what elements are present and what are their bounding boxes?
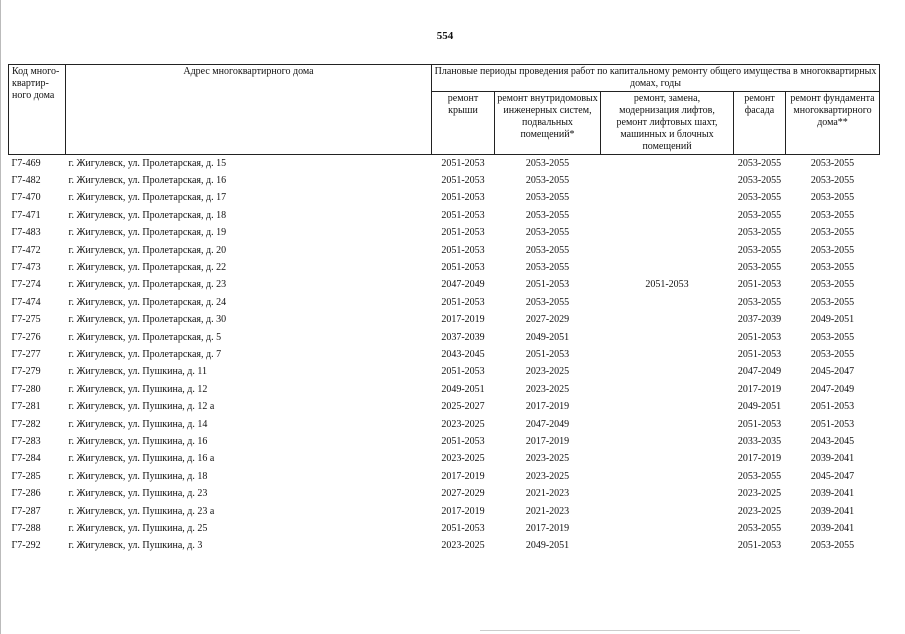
cell-systems: 2023-2025: [525, 366, 570, 378]
cell-facade: 2053-2055: [737, 244, 782, 256]
table-row: [9, 259, 880, 276]
cell-facade: 2037-2039: [737, 314, 782, 326]
cell-systems: 2017-2019: [525, 435, 570, 447]
cell-foundation: 2053-2055: [810, 348, 855, 360]
scan-smudge-line: [480, 630, 800, 631]
cell-elevators: [601, 346, 734, 363]
cell-address: г. Жигулевск, ул. Пушкина, д. 25: [68, 522, 208, 534]
cell-elevators: [601, 468, 734, 485]
cell-roof: 2051-2053: [441, 175, 485, 187]
cell-code: Г7-277: [11, 348, 41, 360]
cell-roof: 2051-2053: [441, 209, 485, 221]
cell-roof: 2051-2053: [441, 227, 485, 239]
cell-facade: 2051-2053: [737, 331, 782, 343]
cell-address: г. Жигулевск, ул. Пушкина, д. 3: [68, 540, 203, 552]
table-row: [9, 364, 880, 381]
cell-foundation: 2039-2041: [810, 505, 855, 517]
cell-roof: 2051-2053: [441, 244, 485, 256]
cell-systems: 2053-2055: [525, 209, 570, 221]
table-row: [9, 485, 880, 502]
cell-roof: 2023-2025: [441, 453, 485, 465]
cell-facade: 2017-2019: [737, 453, 782, 465]
cell-systems: 2017-2019: [525, 522, 570, 534]
table-row: [9, 155, 880, 173]
cell-code: Г7-287: [11, 505, 41, 517]
cell-foundation: 2053-2055: [810, 262, 855, 274]
cell-address: г. Жигулевск, ул. Пролетарская, д. 22: [68, 262, 227, 274]
cell-elevators: [601, 329, 734, 346]
cell-systems: 2021-2023: [525, 488, 570, 500]
cell-foundation: 2053-2055: [810, 157, 855, 169]
cell-address: г. Жигулевск, ул. Пушкина, д. 14: [68, 418, 208, 430]
cell-foundation: 2053-2055: [810, 279, 855, 291]
header-foundation: ремонт фундамента многоквартирного дома**: [786, 92, 880, 155]
cell-address: г. Жигулевск, ул. Пролетарская, д. 30: [68, 314, 227, 326]
cell-elevators: [601, 294, 734, 311]
table-body: [9, 155, 880, 555]
cell-code: Г7-283: [11, 435, 41, 447]
cell-facade: 2051-2053: [737, 348, 782, 360]
cell-roof: 2051-2053: [441, 157, 485, 169]
cell-address: г. Жигулевск, ул. Пролетарская, д. 7: [68, 348, 222, 360]
cell-facade: 2033-2035: [737, 435, 782, 447]
cell-code: Г7-292: [11, 540, 41, 552]
cell-foundation: 2051-2053: [810, 418, 855, 430]
cell-roof: 2051-2053: [441, 262, 485, 274]
scan-edge-line: [0, 0, 1, 634]
cell-systems: 2051-2053: [525, 348, 570, 360]
cell-foundation: 2053-2055: [810, 540, 855, 552]
cell-foundation: 2047-2049: [810, 383, 855, 395]
header-systems: ремонт внутридомовых инженерных систем, подвальных помещений*: [495, 92, 601, 155]
cell-foundation: 2039-2041: [810, 522, 855, 534]
cell-address: г. Жигулевск, ул. Пролетарская, д. 5: [68, 331, 222, 343]
cell-elevators: [601, 485, 734, 502]
cell-foundation: 2045-2047: [810, 470, 855, 482]
cell-address: г. Жигулевск, ул. Пушкина, д. 18: [68, 470, 208, 482]
cell-code: Г7-275: [11, 314, 41, 326]
table-row: [9, 416, 880, 433]
cell-facade: 2051-2053: [737, 279, 782, 291]
table-row: [9, 503, 880, 520]
table-row: [9, 172, 880, 189]
cell-foundation: 2053-2055: [810, 296, 855, 308]
cell-address: г. Жигулевск, ул. Пушкина, д. 12 а: [68, 401, 215, 413]
cell-elevators: [601, 364, 734, 381]
cell-roof: 2047-2049: [441, 279, 485, 291]
cell-code: Г7-281: [11, 401, 41, 413]
cell-roof: 2051-2053: [441, 522, 485, 534]
cell-roof: 2049-2051: [441, 383, 485, 395]
page-number: 554: [436, 30, 454, 42]
cell-foundation: 2043-2045: [810, 435, 855, 447]
cell-foundation: 2039-2041: [810, 488, 855, 500]
cell-foundation: 2051-2053: [810, 401, 855, 413]
cell-elevators: [601, 259, 734, 276]
cell-systems: 2049-2051: [525, 540, 570, 552]
cell-facade: 2053-2055: [737, 262, 782, 274]
cell-systems: 2051-2053: [525, 279, 570, 291]
table-row: [9, 190, 880, 207]
cell-foundation: 2039-2041: [810, 453, 855, 465]
cell-code: Г7-279: [11, 366, 41, 378]
table-row: [9, 538, 880, 555]
cell-address: г. Жигулевск, ул. Пушкина, д. 16: [68, 435, 208, 447]
cell-facade: 2023-2025: [737, 505, 782, 517]
cell-roof: 2023-2025: [441, 418, 485, 430]
cell-elevators: [601, 190, 734, 207]
cell-code: Г7-469: [11, 157, 41, 169]
table-row: [9, 294, 880, 311]
table-row: [9, 381, 880, 398]
cell-facade: 2053-2055: [737, 522, 782, 534]
cell-foundation: 2053-2055: [810, 175, 855, 187]
cell-systems: 2053-2055: [525, 175, 570, 187]
cell-code: Г7-286: [11, 488, 41, 500]
cell-facade: 2053-2055: [737, 209, 782, 221]
cell-systems: 2053-2055: [525, 227, 570, 239]
header-code: Код много-квартир-ного дома: [9, 65, 66, 155]
cell-elevators: [601, 381, 734, 398]
cell-foundation: 2053-2055: [810, 244, 855, 256]
cell-code: Г7-474: [11, 296, 41, 308]
cell-address: г. Жигулевск, ул. Пушкина, д. 23 а: [68, 505, 215, 517]
header-roof: ремонт крыши: [432, 92, 495, 155]
cell-address: г. Жигулевск, ул. Пролетарская, д. 15: [68, 157, 227, 169]
cell-code: Г7-288: [11, 522, 41, 534]
cell-facade: 2053-2055: [737, 296, 782, 308]
cell-systems: 2023-2025: [525, 470, 570, 482]
cell-systems: 2053-2055: [525, 192, 570, 204]
table-row: [9, 468, 880, 485]
cell-roof: 2051-2053: [441, 435, 485, 447]
table-row: [9, 520, 880, 537]
cell-roof: 2051-2053: [441, 296, 485, 308]
cell-address: г. Жигулевск, ул. Пролетарская, д. 17: [68, 192, 227, 204]
cell-systems: 2027-2029: [525, 314, 570, 326]
cell-roof: 2017-2019: [441, 314, 485, 326]
cell-code: Г7-280: [11, 383, 41, 395]
table-row: [9, 277, 880, 294]
header-facade: ремонт фасада: [734, 92, 786, 155]
repair-schedule-table: [8, 64, 880, 555]
cell-address: г. Жигулевск, ул. Пролетарская, д. 24: [68, 296, 227, 308]
cell-roof: 2027-2029: [441, 488, 485, 500]
cell-facade: 2051-2053: [737, 418, 782, 430]
cell-elevators: [601, 520, 734, 537]
cell-facade: 2049-2051: [737, 401, 782, 413]
cell-elevators: [601, 242, 734, 259]
cell-code: Г7-285: [11, 470, 41, 482]
cell-address: г. Жигулевск, ул. Пушкина, д. 16 а: [68, 453, 215, 465]
cell-elevators: [601, 416, 734, 433]
table-row: [9, 433, 880, 450]
cell-code: Г7-276: [11, 331, 41, 343]
header-elevators: ремонт, замена, модернизация лифтов, ремонт лифтовых шахт, машинных и блочных помещений: [601, 92, 734, 155]
cell-systems: 2053-2055: [525, 244, 570, 256]
table-row: [9, 225, 880, 242]
cell-code: Г7-284: [11, 453, 41, 465]
cell-address: г. Жигулевск, ул. Пушкина, д. 11: [68, 366, 208, 378]
cell-systems: 2023-2025: [525, 453, 570, 465]
cell-systems: 2049-2051: [525, 331, 570, 343]
cell-systems: 2017-2019: [525, 401, 570, 413]
cell-address: г. Жигулевск, ул. Пролетарская, д. 23: [68, 279, 227, 291]
cell-facade: 2053-2055: [737, 470, 782, 482]
cell-code: Г7-473: [11, 262, 41, 274]
cell-address: г. Жигулевск, ул. Пушкина, д. 23: [68, 488, 208, 500]
cell-elevators: [601, 398, 734, 415]
cell-roof: 2017-2019: [441, 505, 485, 517]
cell-elevators: [601, 155, 734, 173]
cell-address: г. Жигулевск, ул. Пушкина, д. 12: [68, 383, 208, 395]
cell-facade: 2023-2025: [737, 488, 782, 500]
cell-roof: 2051-2053: [441, 366, 485, 378]
header-address: Адрес многоквартирного дома: [66, 65, 432, 155]
cell-code: Г7-471: [11, 209, 41, 221]
cell-foundation: 2049-2051: [810, 314, 855, 326]
cell-elevators: [601, 207, 734, 224]
header-periods: Плановые периоды проведения работ по капитальному ремонту общего имущества в многоквартирных домах, годы: [432, 65, 880, 92]
table-row: [9, 329, 880, 346]
cell-elevators: [601, 225, 734, 242]
cell-code: Г7-482: [11, 175, 41, 187]
cell-elevators: [601, 172, 734, 189]
table-row: [9, 451, 880, 468]
cell-systems: 2053-2055: [525, 296, 570, 308]
cell-roof: 2051-2053: [441, 192, 485, 204]
cell-elevators: 2051-2053: [645, 279, 689, 291]
table-row: [9, 346, 880, 363]
cell-facade: 2051-2053: [737, 540, 782, 552]
cell-code: Г7-282: [11, 418, 41, 430]
table-row: [9, 398, 880, 415]
cell-roof: 2043-2045: [441, 348, 485, 360]
cell-address: г. Жигулевск, ул. Пролетарская, д. 20: [68, 244, 227, 256]
table-row: [9, 207, 880, 224]
cell-facade: 2017-2019: [737, 383, 782, 395]
cell-systems: 2053-2055: [525, 157, 570, 169]
cell-elevators: [601, 433, 734, 450]
cell-address: г. Жигулевск, ул. Пролетарская, д. 16: [68, 175, 227, 187]
cell-facade: 2047-2049: [737, 366, 782, 378]
cell-roof: 2025-2027: [441, 401, 485, 413]
cell-foundation: 2053-2055: [810, 227, 855, 239]
cell-elevators: [601, 451, 734, 468]
cell-foundation: 2053-2055: [810, 331, 855, 343]
cell-address: г. Жигулевск, ул. Пролетарская, д. 18: [68, 209, 227, 221]
cell-systems: 2047-2049: [525, 418, 570, 430]
table-row: [9, 312, 880, 329]
cell-roof: 2037-2039: [441, 331, 485, 343]
cell-code: Г7-274: [11, 279, 41, 291]
cell-systems: 2023-2025: [525, 383, 570, 395]
table-row: [9, 242, 880, 259]
cell-foundation: 2045-2047: [810, 366, 855, 378]
header-row-main: [9, 65, 880, 92]
cell-facade: 2053-2055: [737, 175, 782, 187]
cell-facade: 2053-2055: [737, 192, 782, 204]
cell-elevators: [601, 312, 734, 329]
cell-code: Г7-470: [11, 192, 41, 204]
cell-roof: 2023-2025: [441, 540, 485, 552]
cell-address: г. Жигулевск, ул. Пролетарская, д. 19: [68, 227, 227, 239]
cell-systems: 2021-2023: [525, 505, 570, 517]
cell-elevators: [601, 538, 734, 555]
cell-facade: 2053-2055: [737, 157, 782, 169]
cell-systems: 2053-2055: [525, 262, 570, 274]
cell-roof: 2017-2019: [441, 470, 485, 482]
cell-facade: 2053-2055: [737, 227, 782, 239]
cell-foundation: 2053-2055: [810, 209, 855, 221]
cell-foundation: 2053-2055: [810, 192, 855, 204]
cell-elevators: [601, 503, 734, 520]
cell-code: Г7-483: [11, 227, 41, 239]
cell-code: Г7-472: [11, 244, 41, 256]
